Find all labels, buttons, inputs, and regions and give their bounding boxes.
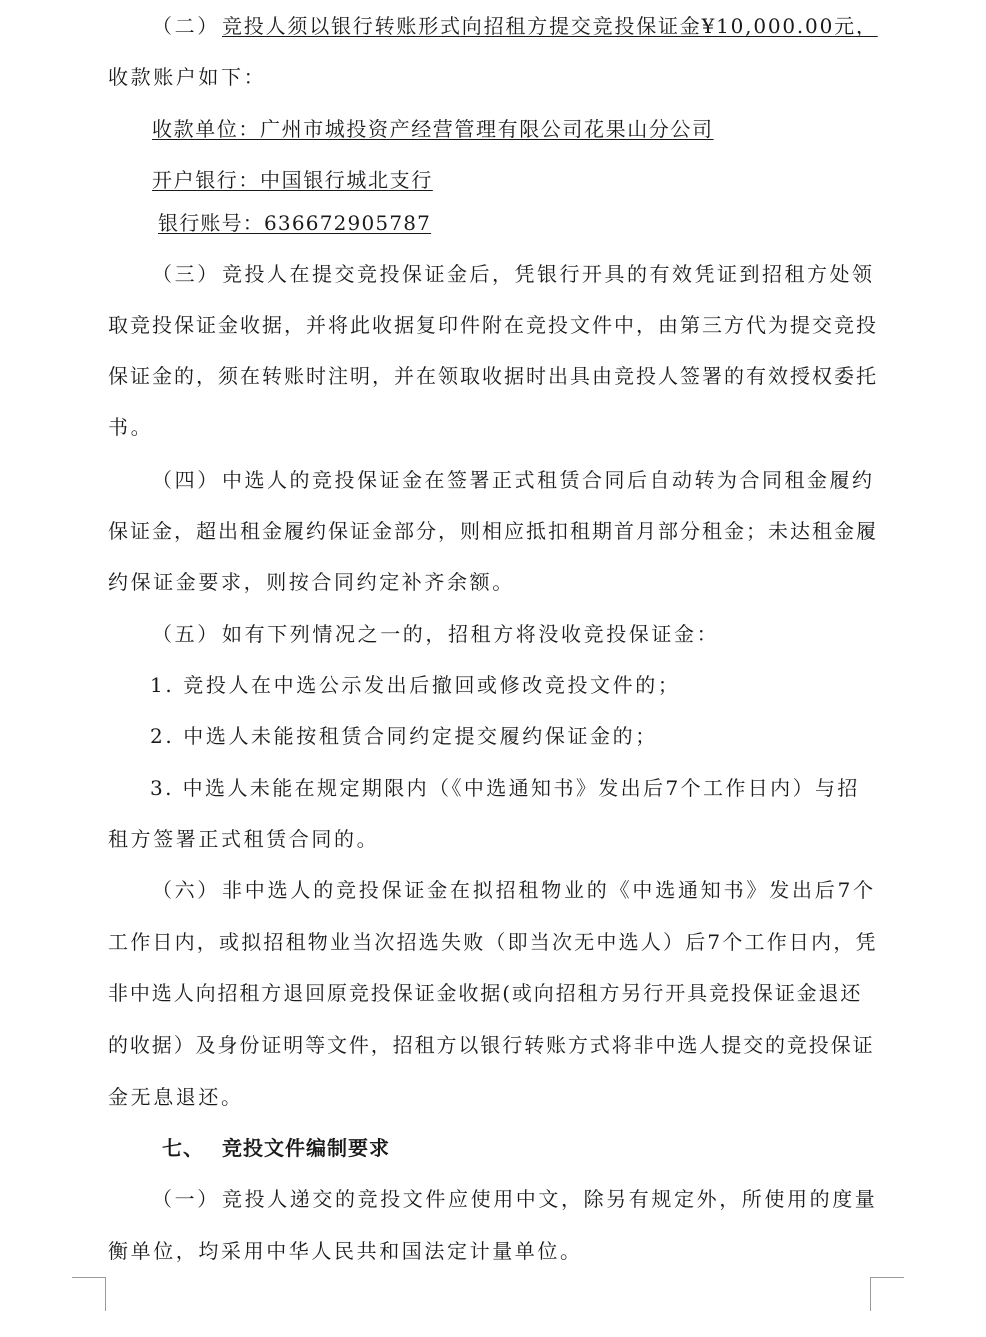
paragraph-2-label: （二） [152,14,220,38]
paragraph-6-line-3: 非中选人向招租方退回原竞投保证金收据(或向招租方另行开具竞投保证金退还 [108,981,863,1005]
paragraph-4-label: （四） [152,468,220,492]
paragraph-3-line-4: 书。 [108,415,154,439]
paragraph-4-line-3: 约保证金要求，则按合同约定补齐余额。 [108,570,515,594]
payee-line: 收款单位：广州市城投资产经营管理有限公司花果山分公司 [152,117,714,141]
paragraph-3-line-3: 保证金的，须在转账时注明，并在领取收据时出具由竞投人签署的有效授权委托 [108,364,878,388]
section-7-paragraph-1-label: （一） [152,1187,220,1211]
paragraph-5-label: （五） [152,622,220,646]
list-item-1: 1. 竞投人在中选公示发出后撤回或修改竞投文件的； [150,673,681,697]
paragraph-4-line-1: 中选人的竞投保证金在签署正式租赁合同后自动转为合同租金履约 [222,468,875,492]
crop-mark-left-horizontal [72,1277,106,1278]
list-item-3-line-1: 3. 中选人未能在规定期限内（《中选通知书》发出后7个工作日内）与招 [150,776,860,800]
paragraph-4-line-2: 保证金，超出租金履约保证金部分，则相应抵扣租期首月部分租金；未达租金履 [108,519,878,543]
paragraph-5-line-1: 如有下列情况之一的，招租方将没收竞投保证金： [222,622,720,646]
paragraph-6-line-1: 非中选人的竞投保证金在拟招租物业的《中选通知书》发出后7个 [222,878,876,902]
crop-mark-left-vertical [105,1277,106,1311]
paragraph-6-line-4: 的收据）及身份证明等文件，招租方以银行转账方式将非中选人提交的竞投保证 [108,1033,875,1057]
paragraph-3-label: （三） [152,262,220,286]
section-7-paragraph-1-line-2: 衡单位，均采用中华人民共和国法定计量单位。 [108,1239,583,1263]
paragraph-3-line-1: 竞投人在提交竞投保证金后，凭银行开具的有效凭证到招租方处领 [222,262,875,286]
paragraph-6-line-2: 工作日内，或拟招租物业当次招选失败（即当次无中选人）后7个工作日内，凭 [108,930,878,954]
list-item-2: 2. 中选人未能按租赁合同约定提交履约保证金的； [150,724,658,748]
paragraph-2-line-2: 收款账户如下： [108,65,267,89]
section-7-number: 七、 [162,1136,204,1160]
section-7-title: 竞投文件编制要求 [222,1136,390,1160]
account-line: 银行账号：636672905787 [158,211,432,235]
crop-mark-right-horizontal [870,1277,904,1278]
bank-line: 开户银行：中国银行城北支行 [152,168,433,192]
paragraph-2-line-1: 竞投人须以银行转账形式向招租方提交竞投保证金¥10,000.00元， [222,14,878,38]
section-7-paragraph-1-line-1: 竞投人递交的竞投文件应使用中文，除另有规定外，所使用的度量 [222,1187,878,1211]
paragraph-3-line-2: 取竞投保证金收据，并将此收据复印件附在竞投文件中，由第三方代为提交竞投 [108,313,878,337]
crop-mark-right-vertical [870,1277,871,1311]
paragraph-6-label: （六） [152,878,220,902]
list-item-3-line-2: 租方签署正式租赁合同的。 [108,827,380,851]
paragraph-6-line-5: 金无息退还。 [108,1085,244,1109]
